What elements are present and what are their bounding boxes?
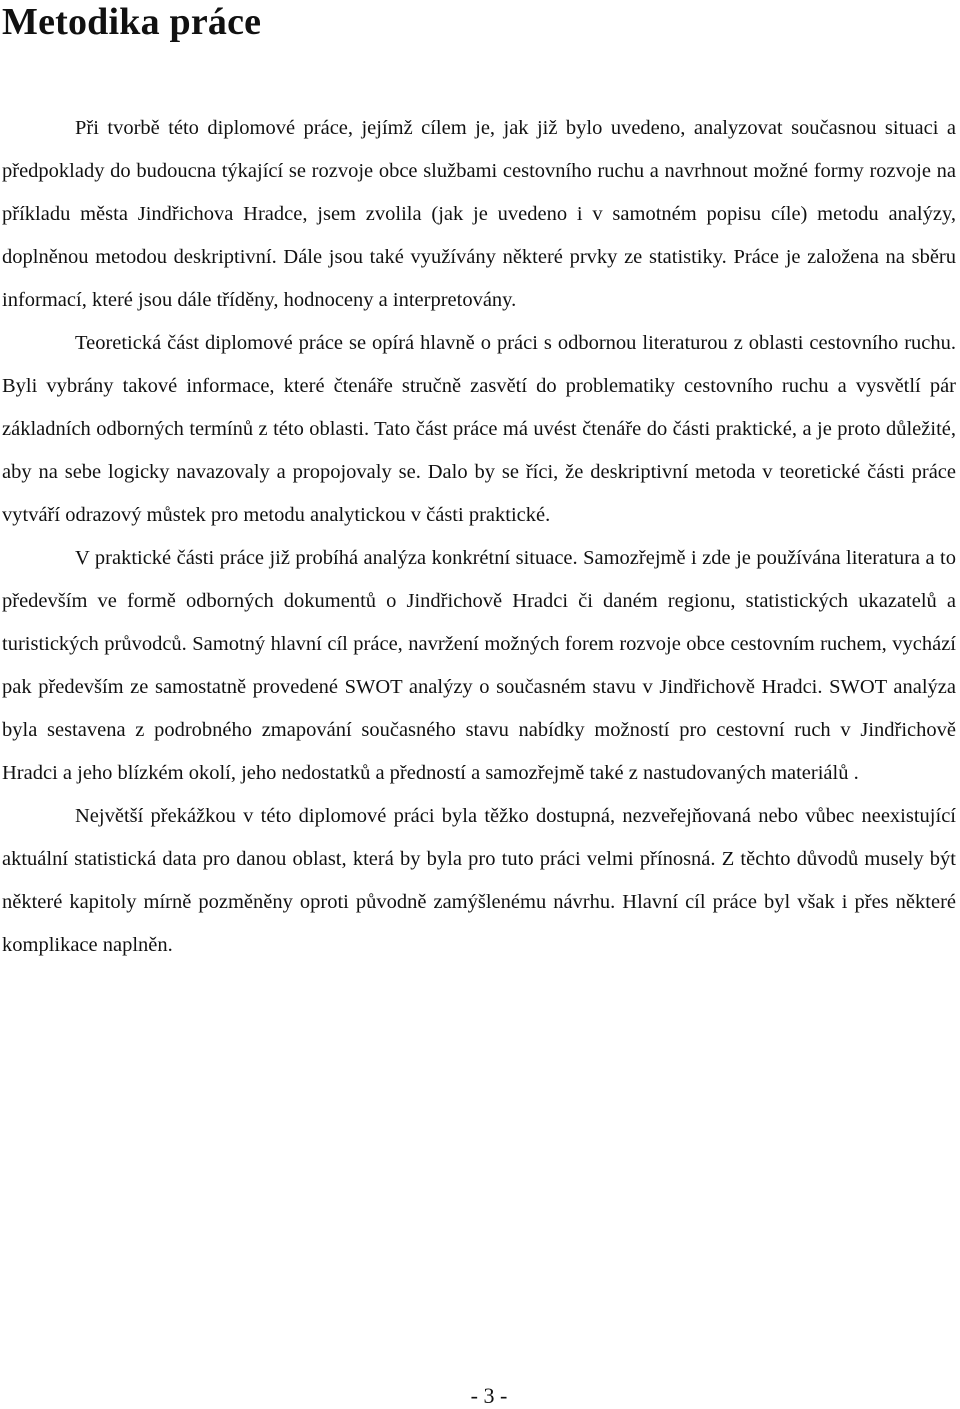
- paragraph-3: V praktické části práce již probíhá analýza konkrétní situace. Samozřejmě i zde je používána literatura a to především ve formě odborných dokumentů o Jindřichově Hradci či daném regionu, statistických ukazatelů a turistických průvodců. Samotný hlavní cíl práce, navržení možných forem rozvoje obce cestovním ruchem, vychází pak především ze samostatně provedené SWOT analýzy o současném stavu v Jindřichově Hradci. SWOT analýza byla sestavena z podrobného zmapování současného stavu nabídky možností pro cestovní ruch v Jindřichově Hradci a jeho blízkém okolí, jeho nedostatků a předností a samozřejmě také z nastudovaných materiálů .: [2, 547, 956, 784]
- body-text: [2, 107, 956, 967]
- page-number: - 3 -: [470, 1383, 508, 1408]
- page-number-footer: [0, 1383, 960, 1409]
- paragraph-2: Teoretická část diplomové práce se opírá hlavně o práci s odbornou literaturou z oblasti cestovního ruchu. Byli vybrány takové informace, které čtenáře stručně zasvětí do problematiky cestovního ruchu a vysvětlí pár základních odborných termínů z této oblasti. Tato část práce má uvést čtenáře do části praktické, a je proto důležité, aby na sebe logicky navazovaly a propojovaly se. Dalo by se říci, že deskriptivní metoda v teoretické části práce vytváří odrazový můstek pro metodu analytickou v části praktické.: [2, 332, 956, 526]
- paragraph-1: Při tvorbě této diplomové práce, jejímž cílem je, jak již bylo uvedeno, analyzovat současnou situaci a předpoklady do budoucna týkající se rozvoje obce službami cestovního ruchu a navrhnout možné formy rozvoje na příkladu města Jindřichova Hradce, jsem zvolila (jak je uvedeno i v samotném popisu cíle) metodu analýzy, doplněnou metodou deskriptivní. Dále jsou také využívány některé prvky ze statistiky. Práce je založena na sběru informací, které jsou dále tříděny, hodnoceny a interpretovány.: [2, 117, 956, 311]
- page-title: Metodika práce: [2, 1, 262, 43]
- paragraph-4: Největší překážkou v této diplomové práci byla těžko dostupná, nezveřejňovaná nebo vůbec neexistující aktuální statistická data pro danou oblast, která by byla pro tuto práci velmi přínosná. Z těchto důvodů musely být některé kapitoly mírně pozměněny oproti původně zamýšlenému návrhu. Hlavní cíl práce byl však i přes některé komplikace naplněn.: [2, 805, 956, 956]
